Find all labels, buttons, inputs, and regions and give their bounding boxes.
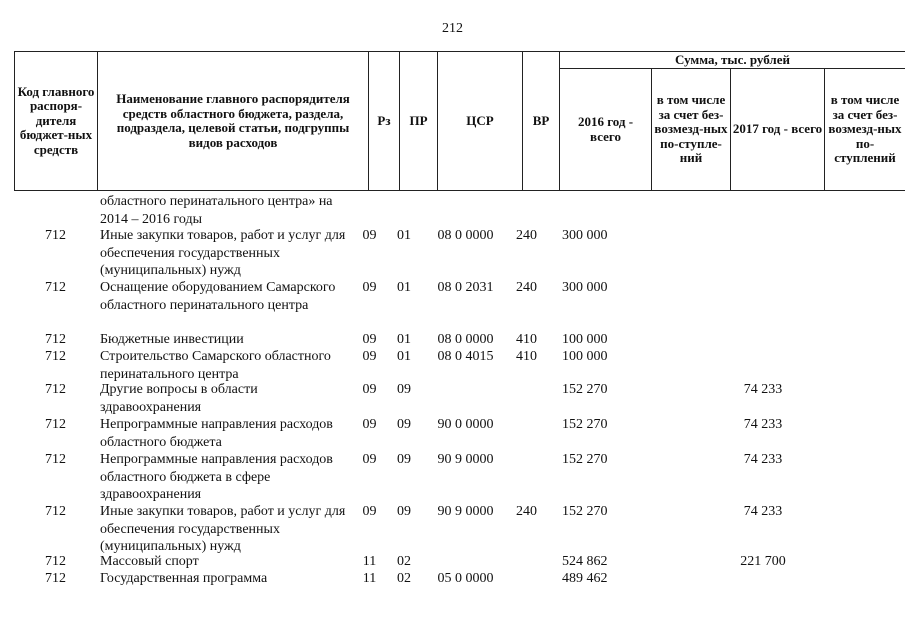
row-pr: 02	[397, 571, 411, 586]
row-pr: 01	[397, 280, 411, 295]
row-rz: 09	[362, 228, 377, 243]
row-csr: 08 0 0000	[437, 228, 494, 243]
row-rz: 09	[362, 332, 377, 347]
page-number: 212	[442, 21, 463, 36]
row-code: 712	[45, 349, 66, 364]
row-code: 712	[45, 332, 66, 347]
row-rz: 11	[362, 554, 377, 569]
header-name: Наименование главного распорядителя средств областного бюджета, раздела, подраздела, целевой статьи, подгруппы видов расходов	[98, 52, 369, 191]
row-pr: 02	[397, 554, 411, 569]
row-name: Государственная программа	[100, 571, 268, 586]
row-sum-2017: 74 233	[743, 417, 783, 432]
row-name: Непрограммные направления расходов областного бюджета в сфере здравоохранения	[100, 452, 333, 502]
row-sum-2016: 152 270	[562, 452, 608, 467]
header-rz: Рз	[369, 52, 400, 191]
header-sum: Сумма, тыс. рублей	[560, 52, 905, 69]
row-csr: 05 0 0000	[437, 571, 494, 586]
row-vr: 240	[516, 228, 537, 243]
row-csr: 08 0 0000	[437, 332, 494, 347]
row-vr: 240	[516, 280, 537, 295]
row-sum-2017: 74 233	[743, 382, 783, 397]
row-pr: 09	[397, 504, 411, 519]
header-csr: ЦСР	[438, 52, 523, 191]
row-pr: 09	[397, 452, 411, 467]
row-vr: 410	[516, 349, 537, 364]
header-code: Код главного распоря-дителя бюджет-ных средств	[15, 52, 98, 191]
row-sum-2016: 489 462	[562, 571, 608, 586]
row-sum-2016: 152 270	[562, 382, 608, 397]
header-2016-total: 2016 год - всего	[560, 69, 652, 191]
row-name: Массовый спорт	[100, 554, 199, 569]
row-pr: 01	[397, 349, 411, 364]
header-2017-total: 2017 год - всего	[731, 69, 825, 191]
row-code: 712	[45, 382, 66, 397]
row-rz: 09	[362, 349, 377, 364]
row-name: Оснащение оборудованием Самарского областного перинатального центра	[100, 280, 336, 313]
row-rz: 09	[362, 382, 377, 397]
row-sum-2016: 524 862	[562, 554, 608, 569]
row-code: 712	[45, 280, 66, 295]
row-rz: 11	[362, 571, 377, 586]
row-code: 712	[45, 452, 66, 467]
row-pr: 01	[397, 332, 411, 347]
row-csr: 08 0 2031	[437, 280, 494, 295]
row-pr: 01	[397, 228, 411, 243]
row-pr: 09	[397, 382, 411, 397]
row-name: Бюджетные инвестиции	[100, 332, 244, 347]
row-sum-2017: 221 700	[740, 554, 786, 569]
header-pr: ПР	[400, 52, 438, 191]
row-name: Другие вопросы в области здравоохранения	[100, 382, 258, 415]
row-name: Иные закупки товаров, работ и услуг для обеспечения государственных (муниципальных) нужд	[100, 504, 346, 554]
row-code: 712	[45, 417, 66, 432]
row-sum-2016: 300 000	[562, 280, 608, 295]
header-2017-incl: в том числе за счет без-возмезд-ных по-ступлений	[825, 69, 905, 191]
row-name: областного перинатального центра» на 2014 – 2016 годы	[100, 194, 333, 227]
row-csr: 90 9 0000	[437, 504, 494, 519]
row-csr: 90 0 0000	[437, 417, 494, 432]
row-vr: 410	[516, 332, 537, 347]
header-2016-incl: в том числе за счет без-возмезд-ных по-ступле-ний	[652, 69, 731, 191]
row-csr: 08 0 4015	[437, 349, 494, 364]
row-vr: 240	[516, 504, 537, 519]
header-vr: ВР	[523, 52, 560, 191]
row-code: 712	[45, 554, 66, 569]
row-sum-2017: 74 233	[743, 452, 783, 467]
row-code: 712	[45, 571, 66, 586]
row-name: Непрограммные направления расходов областного бюджета	[100, 417, 333, 450]
row-rz: 09	[362, 417, 377, 432]
row-sum-2016: 300 000	[562, 228, 608, 243]
row-name: Иные закупки товаров, работ и услуг для обеспечения государственных (муниципальных) нужд	[100, 228, 346, 278]
row-rz: 09	[362, 280, 377, 295]
row-sum-2016: 100 000	[562, 332, 608, 347]
row-code: 712	[45, 504, 66, 519]
row-name: Строительство Самарского областного перинатального центра	[100, 349, 331, 382]
row-sum-2017: 74 233	[743, 504, 783, 519]
row-code: 712	[45, 228, 66, 243]
row-rz: 09	[362, 452, 377, 467]
row-sum-2016: 152 270	[562, 504, 608, 519]
row-rz: 09	[362, 504, 377, 519]
row-pr: 09	[397, 417, 411, 432]
row-sum-2016: 152 270	[562, 417, 608, 432]
row-csr: 90 9 0000	[437, 452, 494, 467]
row-sum-2016: 100 000	[562, 349, 608, 364]
